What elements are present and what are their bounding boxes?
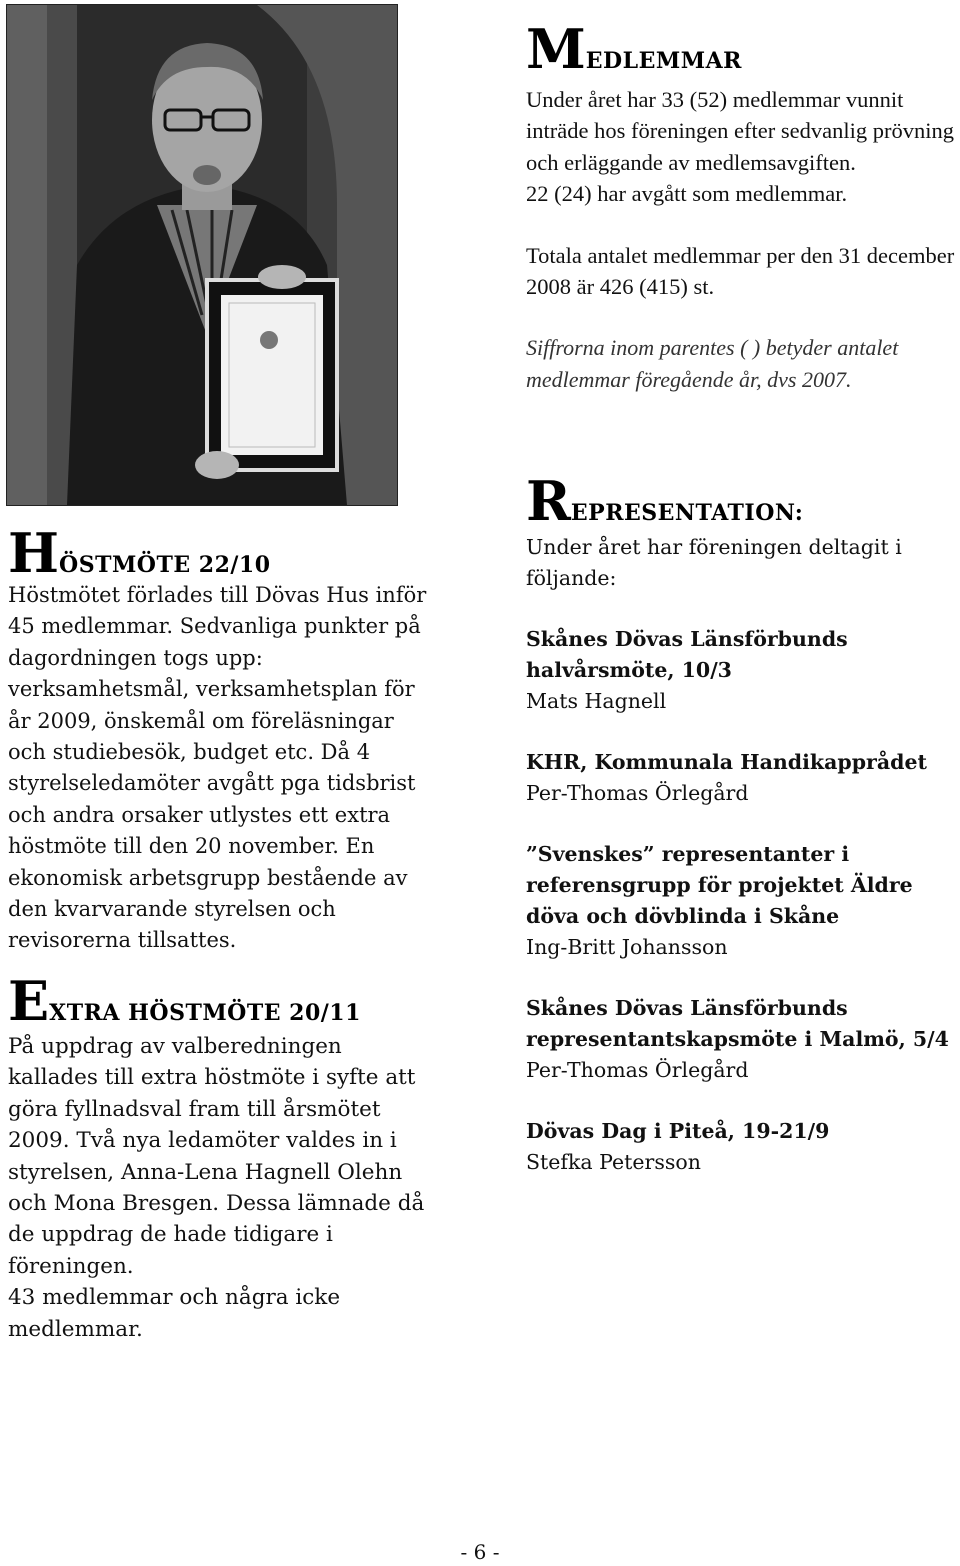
medlemmar-p1: Under året har 33 (52) medlemmar vunnit inträde hos föreningen efter sedvanlig prövning och erläggande av medlemsavgiften. <box>526 87 954 175</box>
heading-hostmote <box>8 521 271 585</box>
representation-item-title: Dövas Dag i Piteå, 19-21/9 <box>526 1119 830 1143</box>
extra-body: På uppdrag av valberedningen kallades till extra höstmöte i syfte att göra fyllnadsval fram till årsmötet 2009. Två nya ledamöter valdes in i styrelsen, Anna-Lena Hagnell Olehn och Mona Bresgen. Dessa lämnade då de uppdrag de hade tidigare i föreningen. <box>8 1034 425 1279</box>
heading-medlemmar <box>526 17 742 81</box>
medlemmar-block <box>526 84 956 395</box>
representation-item <box>526 839 951 963</box>
heading-rest: XTRA HÖSTMÖTE 20/11 <box>49 1000 361 1026</box>
heading-representation <box>526 469 804 533</box>
representation-item-title: KHR, Kommunala Handikapprådet <box>526 750 927 774</box>
representation-item-person: Per-Thomas Örlegård <box>526 1058 749 1082</box>
hostmote-body: Höstmötet förlades till Dövas Hus inför 45 medlemmar. Sedvanliga punkter på dagordningen togs upp: verksamhetsmål, verksamhetsplan för år 2009, önskemål om föreläsningar och studiebesök, budget etc. Då 4 styrelseledamöter avgått pga tidsbrist och andra orsaker utlystes ett extra höstmöte till den 20 november. En ekonomisk arbetsgrupp bestående av den kvarvarande styrelsen och revisorerna tillsattes. <box>8 583 427 953</box>
page-number: - 6 - <box>460 1540 500 1564</box>
representation-item-person: Ing-Britt Johansson <box>526 935 728 959</box>
heading-initial: R <box>526 469 571 533</box>
representation-item-title: Skånes Dövas Länsförbunds representantskapsmöte i Malmö, 5/4 <box>526 996 949 1051</box>
extra-body-block <box>8 1031 438 1345</box>
heading-initial: M <box>526 17 586 81</box>
representation-item-title: Skånes Dövas Länsförbunds halvårsmöte, 10/3 <box>526 627 848 682</box>
photo-man-with-certificate <box>6 4 398 506</box>
representation-item-person: Mats Hagnell <box>526 689 667 713</box>
representation-item <box>526 993 951 1086</box>
heading-initial: E <box>8 969 50 1033</box>
representation-item <box>526 1116 951 1178</box>
representation-item-person: Stefka Petersson <box>526 1150 701 1174</box>
extra-body-2: 43 medlemmar och några icke medlemmar. <box>8 1285 341 1342</box>
heading-initial: H <box>8 521 60 585</box>
representation-intro: Under året har föreningen deltagit i följande: <box>526 535 902 590</box>
representation-block <box>526 532 951 1208</box>
representation-item-title: ”Svenskes” representanter i referensgrupp för projektet Äldre döva och dövblinda i Skåne <box>526 842 913 928</box>
heading-rest: EPRESENTATION: <box>570 500 804 526</box>
representation-item <box>526 747 951 809</box>
heading-extra-hostmote <box>8 969 361 1033</box>
representation-item <box>526 624 951 717</box>
photo-illustration <box>7 5 397 505</box>
heading-rest: EDLEMMAR <box>585 48 742 74</box>
medlemmar-p2: 22 (24) har avgått som medlemmar. <box>526 181 848 207</box>
medlemmar-p3: Totala antalet medlemmar per den 31 december 2008 är 426 (415) st. <box>526 242 955 300</box>
heading-rest: ÖSTMÖTE 22/10 <box>59 552 271 578</box>
medlemmar-note: Siffrorna inom parentes ( ) betyder antalet medlemmar föregående år, dvs 2007. <box>526 335 899 392</box>
representation-item-person: Per-Thomas Örlegård <box>526 781 749 805</box>
